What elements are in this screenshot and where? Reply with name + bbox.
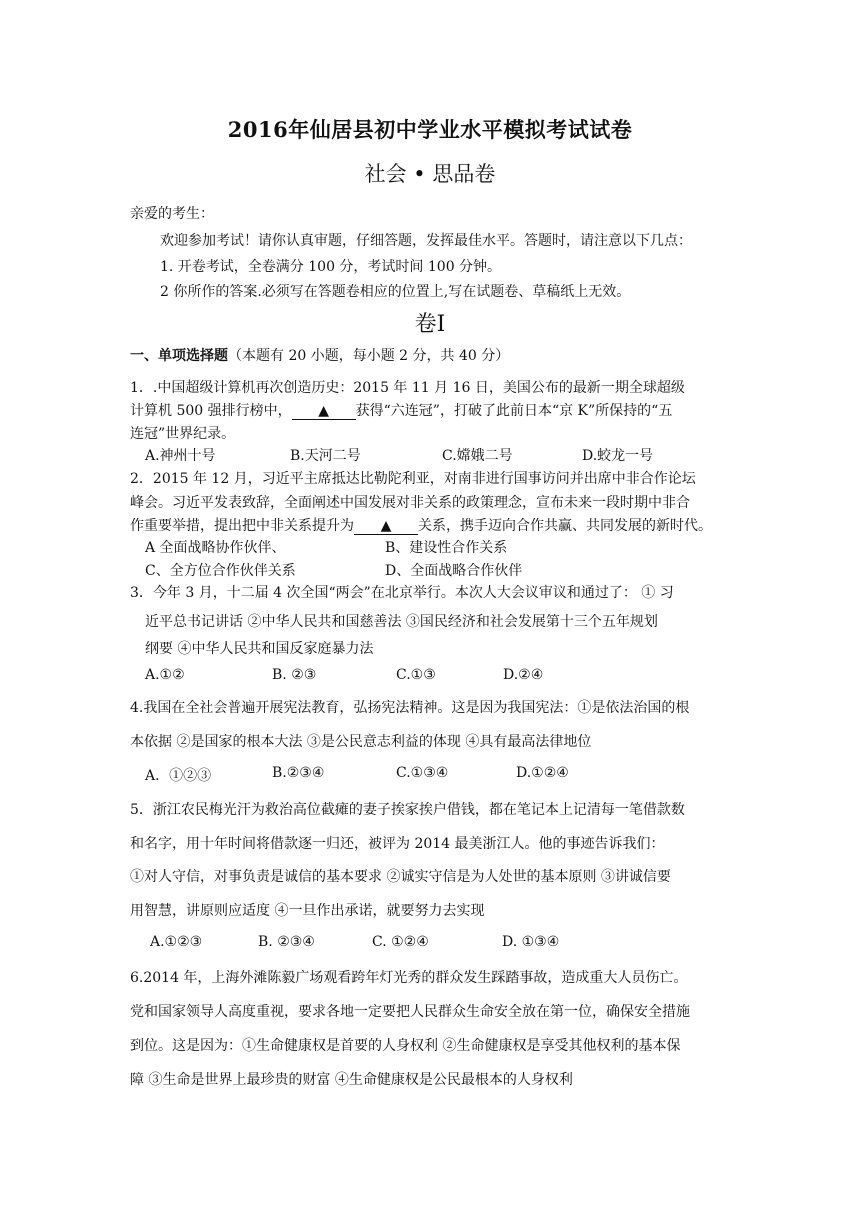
q5-line-1: 5．浙江农民梅光汗为救治高位截瘫的妻子挨家挨户借钱，都在笔记本上记清每一笔借款数: [130, 802, 685, 818]
section-title: 一、单项选择题: [130, 348, 228, 364]
welcome-text: 欢迎参加考试！请你认真审题，仔细答题，发挥最佳水平。答题时，请注意以下几点：: [160, 233, 692, 249]
q4-option-b: B.②③④: [272, 765, 325, 781]
q2-line-3a: 作重要举措，提出把中非关系提升为: [130, 518, 354, 534]
q3-option-c: C.①③: [396, 667, 436, 683]
greeting: 亲爱的考生：: [130, 206, 214, 222]
q4-line-2: 本依据 ②是国家的根本大法 ③是公民意志利益的体现 ④具有最高法律地位: [130, 734, 592, 750]
q2-option-b: B、建设性合作关系: [385, 540, 508, 556]
q2-line-1: 2．2015 年 12 月，习近平主席抵达比勒陀利亚，对南非进行国事访问并出席中非合作论坛: [130, 471, 696, 487]
q5-option-d: D. ①③④: [502, 934, 560, 950]
q2-answer-blank: ▲: [354, 518, 418, 535]
q1-option-d: D.蛟龙一号: [582, 448, 654, 464]
volume-heading: 卷Ⅰ: [414, 312, 446, 337]
q1-option-b: B.天河二号: [290, 448, 361, 464]
exam-subtitle: 社会 • 思品卷: [364, 162, 496, 186]
q4-line-1: 4.我国在全社会普遍开展宪法教育，弘扬宪法精神。这是因为我国宪法：①是依法治国的根: [130, 700, 690, 716]
q2-line-2: 峰会。习近平发表致辞，全面阐述中国发展对非关系的政策理念，宣布未来一段时期中非合: [130, 495, 690, 511]
q6-line-2: 党和国家领导人高度重视，要求各地一定要把人民群众生命安全放在第一位，确保安全措施: [130, 1004, 690, 1020]
q5-option-a: A.①②③: [150, 934, 203, 950]
q5-line-3: ①对人守信，对事负责是诚信的基本要求 ②诚实守信是为人处世的基本原则 ③讲诚信要: [130, 869, 671, 885]
q3-line-1: 3．今年 3 月，十二届 4 次全国“两会”在北京举行。本次人大会议审议和通过了： ① 习: [130, 585, 674, 601]
q3-option-b: B. ②③: [272, 667, 317, 683]
q1-line-3: 连冠”世界纪录。: [130, 426, 236, 442]
q1-line-2a: 计算机 500 强排行榜中，: [130, 403, 292, 419]
section-desc: （本题有 20 小题，每小题 2 分，共 40 分）: [228, 348, 510, 364]
q6-line-3: 到位。这是因为：①生命健康权是首要的人身权利 ②生命健康权是享受其他权利的基本保: [130, 1038, 681, 1054]
q1-line-1: 1．.中国超级计算机再次创造历史：2015 年 11 月 16 日，美国公布的最新一期全球超级: [130, 380, 685, 396]
note-2: 2 你所作的答案.必须写在答题卷相应的位置上,写在试题卷、草稿纸上无效。: [160, 284, 631, 300]
q1-option-a: A.神州十号: [145, 448, 216, 464]
section-heading: [130, 345, 509, 365]
q5-option-b: B. ②③④: [258, 934, 315, 950]
q5-line-2: 和名字，用十年时间将借款逐一归还，被评为 2014 最美浙江人。他的事迹告诉我们：: [130, 836, 665, 852]
q2-line-3b: 关系，携手迈向合作共赢、共同发展的新时代。: [418, 518, 712, 534]
exam-title: 2016年仙居县初中学业水平模拟考试试卷: [227, 117, 633, 142]
q6-line-1: 6.2014 年，上海外滩陈毅广场观看跨年灯光秀的群众发生踩踏事故，造成重大人员伤亡。: [130, 970, 688, 986]
q2-option-d: D、全面战略合作伙伴: [385, 563, 523, 579]
q2-option-a: A 全面战略协作伙伴、: [145, 540, 286, 556]
q4-option-a: A．①②③: [145, 768, 212, 784]
q1-line-2: [130, 400, 672, 420]
q3-option-a: A.①②: [145, 667, 185, 683]
q2-option-c: C、全方位合作伙伴关系: [145, 563, 296, 579]
note-1: 1. 开卷考试，全卷满分 100 分，考试时间 100 分钟。: [160, 259, 502, 275]
q2-line-3: [130, 515, 712, 535]
q4-option-c: C.①③④: [396, 765, 449, 781]
q1-line-2b: 获得“六连冠”，打破了此前日本“京 K”所保持的“五: [355, 403, 673, 419]
q5-option-c: C. ①②④: [372, 934, 429, 950]
q4-option-d: D.①②④: [516, 765, 569, 781]
q6-line-4: 障 ③生命是世界上最珍贵的财富 ④生命健康权是公民最根本的人身权利: [130, 1072, 573, 1088]
q3-line-3: 纲要 ④中华人民共和国反家庭暴力法: [145, 641, 374, 657]
q3-line-2: 近平总书记讲话 ②中华人民共和国慈善法 ③国民经济和社会发展第十三个五年规划: [145, 614, 658, 630]
q3-option-d: D.②④: [503, 667, 544, 683]
q1-option-c: C.嫦娥二号: [442, 448, 513, 464]
q5-line-4: 用智慧，讲原则应适度 ④一旦作出承诺，就要努力去实现: [130, 903, 485, 919]
q1-answer-blank: ▲: [292, 403, 356, 420]
